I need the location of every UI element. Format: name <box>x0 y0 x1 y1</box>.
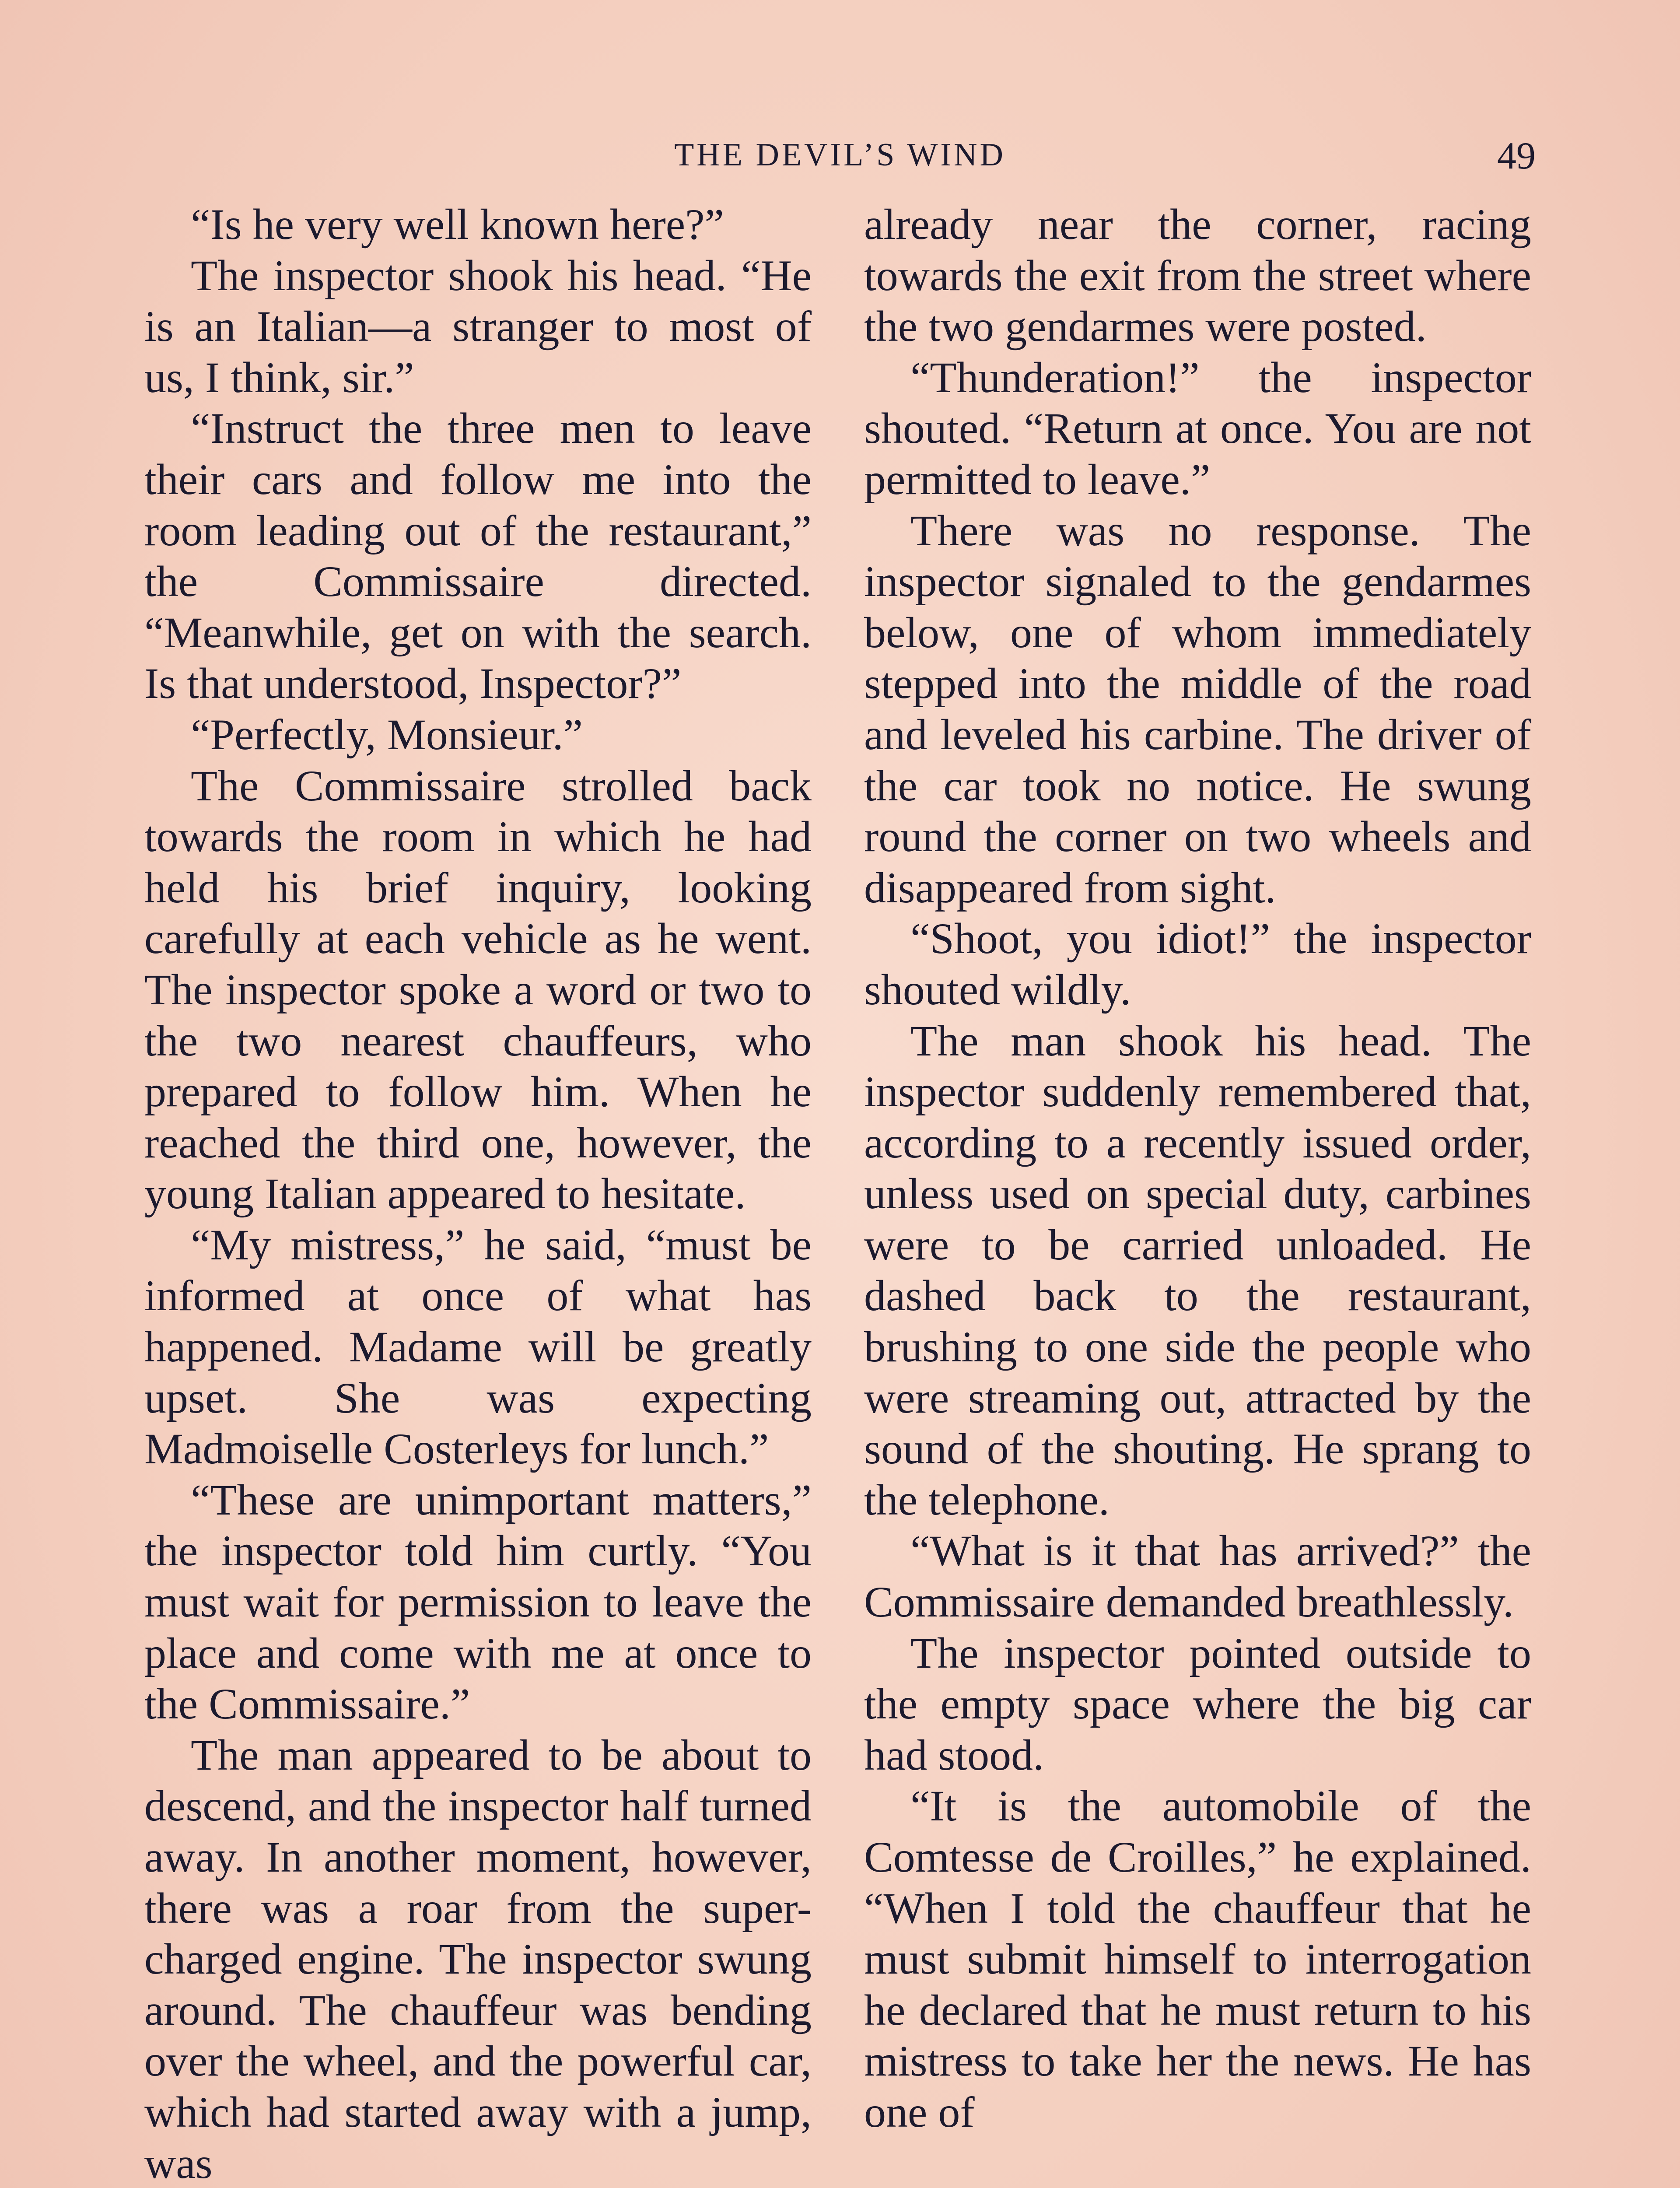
left-column <box>144 199 812 2188</box>
paragraph: The inspector shook his head. “He is an Italian—a stranger to most of us, I think, sir.” <box>144 251 812 402</box>
paragraph: “It is the automobile of the Comtesse de Croilles,” he explained. “When I told the chauffeur that he must submit himself to interrogation he declared that he must return to his mistress to take her the news. He has one of <box>864 1781 1531 2136</box>
paragraph: “Shoot, you idiot!” the inspector shouted wildly. <box>864 914 1531 1014</box>
running-header <box>144 131 1536 184</box>
paragraph-continued: already near the corner, racing towards the exit from the street where the two gendarmes were posted. <box>864 200 1531 351</box>
paragraph: “What is it that has arrived?” the Commissaire demanded breathlessly. <box>864 1526 1531 1627</box>
paragraph: “My mistress,” he said, “must be informed at once of what has happened. Madame will be greatly upset. She was expecting Madmoiselle Costerleys for lunch.” <box>144 1220 812 1473</box>
paragraph: There was no response. The inspector signaled to the gendarmes below, one of whom immediately stepped into the middle of the road and leveled his carbine. The driver of the car took no notice. He swung round the corner on two wheels and disappeared from sight. <box>864 506 1531 912</box>
paragraph: “Thunderation!” the inspector shouted. “Return at once. You are not permitted to leave.” <box>864 353 1531 504</box>
paragraph: “Is he very well known here?” <box>191 200 724 249</box>
paragraph: The man shook his head. The inspector suddenly remembered that, according to a recently issued order, unless used on special duty, carbines were to be carried unloaded. He dashed back to the restaurant, brushing to one side the people who were streaming out, attracted by the sound of the shouting. He sprang to the telephone. <box>864 1016 1531 1524</box>
paragraph: The Commissaire strolled back towards the room in which he had held his brief inquiry, looking carefully at each vehicle as he went. The inspector spoke a word or two to the two nearest chauffeurs, who prepared to follow him. When he reached the third one, however, the young Italian appeared to hesitate. <box>144 761 812 1218</box>
paragraph: “Instruct the three men to leave their cars and follow me into the room leading out of the restaurant,” the Commissaire directed. “Meanwhile, get on with the search. Is that understood, Inspector?” <box>144 404 812 708</box>
paragraph: “These are unimportant matters,” the inspector told him curtly. “You must wait for permission to leave the place and come with me at once to the Commissaire.” <box>144 1475 812 1729</box>
page-number: 49 <box>1497 135 1536 177</box>
paragraph: The inspector pointed outside to the empty space where the big car had stood. <box>864 1628 1531 1779</box>
paragraph: “Perfectly, Monsieur.” <box>191 710 583 759</box>
paragraph: The man appeared to be about to descend, and the inspector half turned away. In another moment, however, there was a roar from the super-charged engine. The inspector swung around. The chauffeur was bending over the wheel, and the powerful car, which had started away with a jump, was <box>144 1730 812 2188</box>
right-column <box>864 199 1531 2138</box>
running-title: THE DEVIL’S WIND <box>674 137 1006 173</box>
